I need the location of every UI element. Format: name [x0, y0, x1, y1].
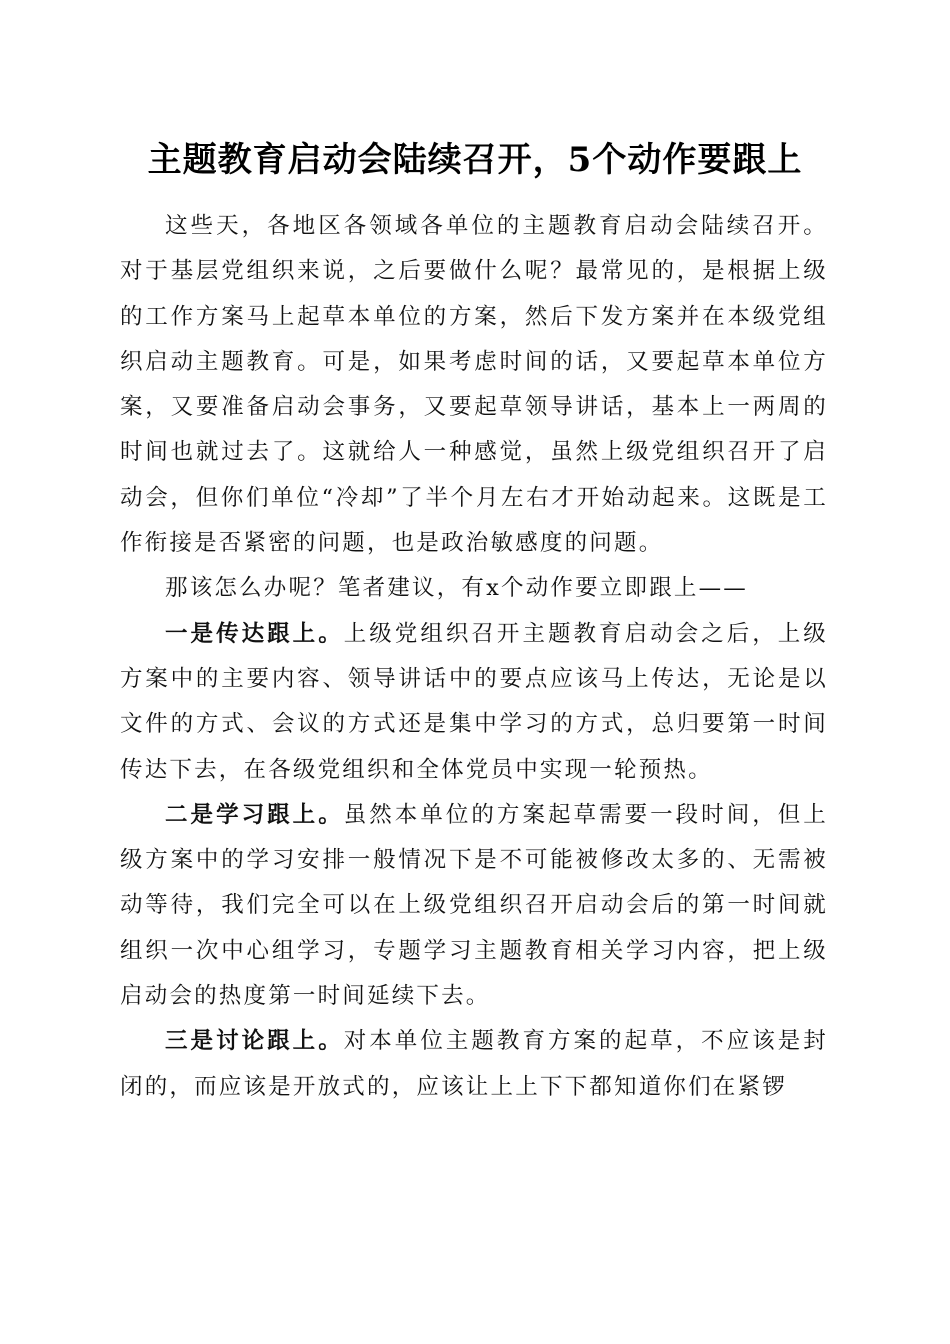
paragraph-text: 上级党组织召开主题教育启动会之后，上级方案中的主要内容、领导讲话中的要点应该马上传达，无论是以文件的方式、会议的方式还是集中学习的方式，总归要第一时间传达下去，在各级党组织和全体党员中实现一轮预热。 [120, 620, 828, 783]
paragraph-text: 这些天，各地区各领域各单位的主题教育启动会陆续召开。对于基层党组织来说，之后要做什么呢？最常见的，是根据上级的工作方案马上起草本单位的方案，然后下发方案并在本级党组织启动主题教育。可是，如果考虑时间的话，又要起草本单位方案，又要准备启动会事务，又要起草领导讲话，基本上一两周的时间也就过去了。这就给人一种感觉，虽然上级党组织召开了启动会，但你们单位“冷却”了半个月左右才开始动起来。这既是工作衔接是否紧密的问题，也是政治敏感度的问题。 [120, 213, 828, 557]
paragraph-intro [120, 204, 828, 566]
paragraph-question [120, 566, 828, 611]
document-title: 主题教育启动会陆续召开，5个动作要跟上 [147, 140, 803, 180]
paragraph-text: 虽然本单位的方案起草需要一段时间，但上级方案中的学习安排一般情况下是不可能被修改太多的、无需被动等待，我们完全可以在上级党组织召开启动会后的第一时间就组织一次中心组学习，专题学习主题教育相关学习内容，把上级启动会的热度第一时间延续下去。 [120, 801, 828, 1010]
paragraph-text: 那该怎么办呢？笔者建议，有x个动作要立即跟上—— [165, 575, 748, 602]
paragraph-action-2 [120, 793, 828, 1019]
paragraph-lead: 三是讨论跟上。 [165, 1028, 344, 1055]
paragraph-lead: 一是传达跟上。 [165, 620, 344, 647]
paragraph-text: 对本单位主题教育方案的起草，不应该是封闭的，而应该是开放式的，应该让上上下下都知道你们在紧锣 [120, 1028, 828, 1100]
document-body [120, 204, 828, 1110]
paragraph-action-1 [120, 612, 828, 793]
paragraph-action-3 [120, 1019, 828, 1110]
paragraph-lead: 二是学习跟上。 [165, 801, 344, 828]
